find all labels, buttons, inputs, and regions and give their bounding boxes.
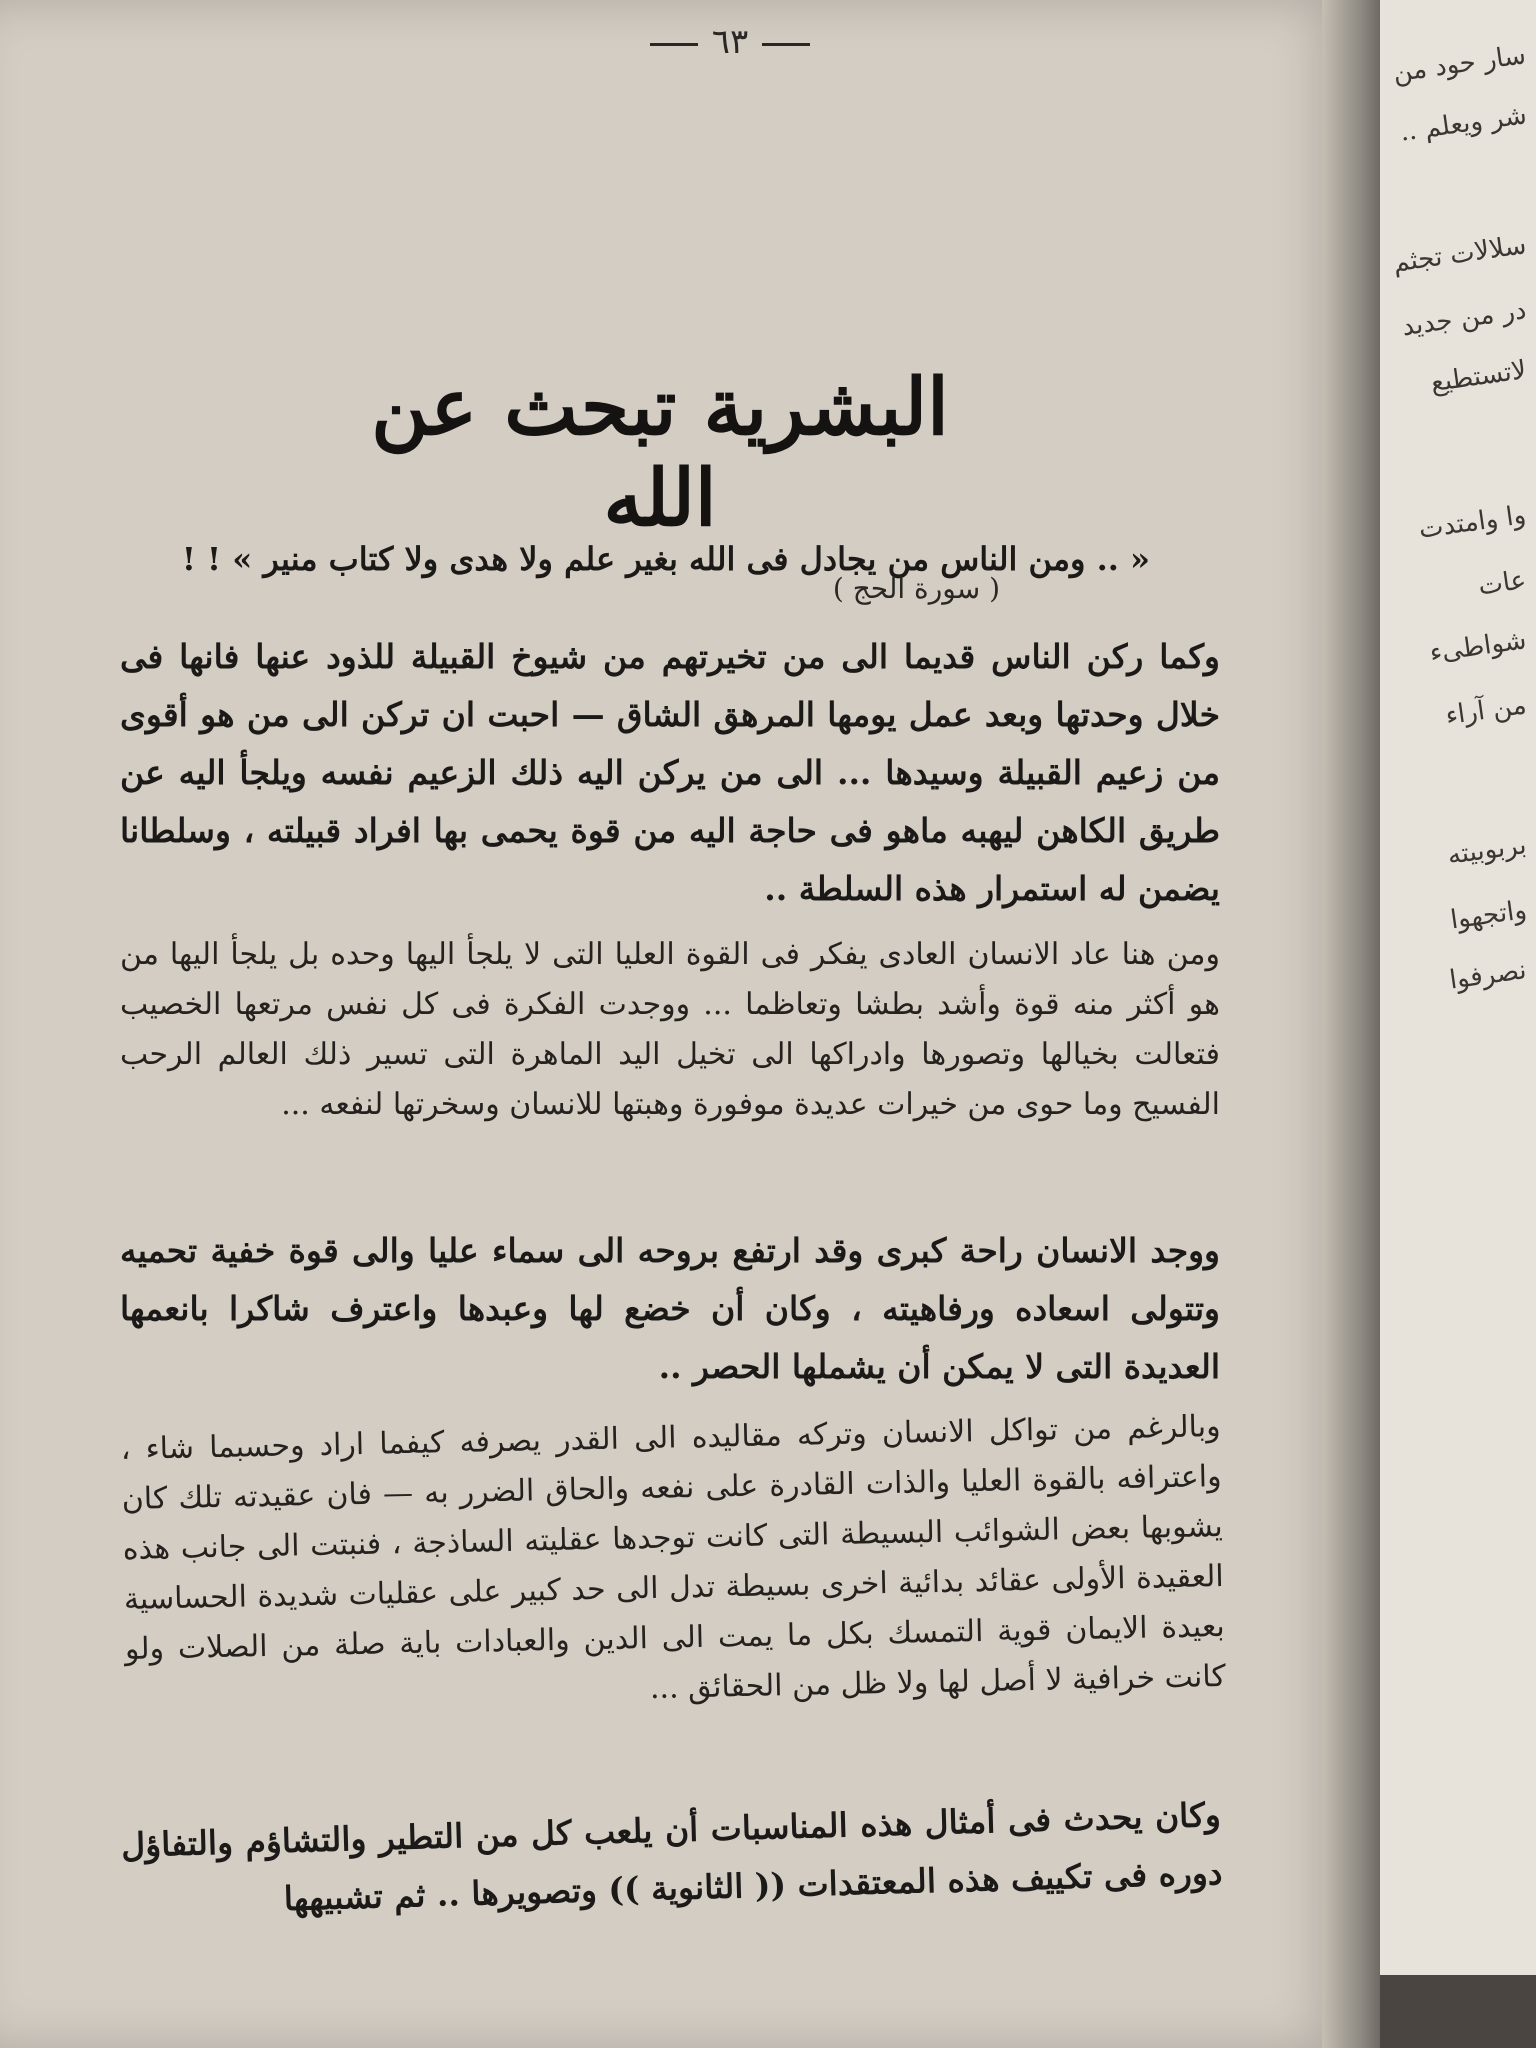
facing-page-fragment: شواطىء <box>1427 625 1529 669</box>
facing-page <box>1380 0 1536 1975</box>
facing-page-fragment: من آراء <box>1443 690 1529 732</box>
paragraph-3: ووجد الانسان راحة كبرى وقد ارتفع بروحه الى سماء عليا والى قوة خفية تحميه وتتولى اسعاده ورفاهيته ، وكان أن خضع لها وعبدها واعترف شاكرا بانعمها العديدة التى لا يمكن أن يشملها الحصر .. <box>120 1231 1220 1386</box>
paragraph-1: وكما ركن الناس قديما الى من تخيرتهم من شيوخ القبيلة للذود عنها فانها فى خلال وحدتها وبعد عمل يومها المرهق الشاق — احبت ان تركن الى من هو أقوى من زعيم القبيلة وسيدها ... الى من يركن اليه ذلك الزعيم نفسه ويلجأ اليه عن طريق الكاهن ليهبه ماهو فى حاجة اليه من قوة يحمى بها افراد قبيلته ، وسلطانا يضمن له استمرار هذه السلطة .. <box>120 637 1220 908</box>
page-number-dash <box>650 43 698 46</box>
facing-page-fragment: وا وامتدت <box>1417 500 1529 545</box>
facing-page-fragment: سار حود من <box>1391 40 1529 89</box>
facing-page-fragment: بربوبيته <box>1445 830 1529 871</box>
page-number-dash <box>762 43 810 46</box>
facing-page-fragment: در من جديد <box>1400 295 1529 343</box>
paragraph-5: وكان يحدث فى أمثال هذه المناسبات أن يلعب كل من التطير والتشاؤم والتفاؤل دوره فى تكييف هذه المعتقدات (( الثانوية )) وتصويرها .. ثم تشبيهها <box>120 1794 1223 1919</box>
facing-page-fragment: سلالات تجثم <box>1391 230 1529 279</box>
facing-page-fragment: نصرفوا <box>1447 955 1529 996</box>
facing-page-fragment: شر ويعلم .. <box>1397 100 1529 148</box>
paragraph-4: وبالرغم من تواكل الانسان وتركه مقاليده الى القدر يصرفه كيفما اراد وحسبما شاء ، واعترافه بالقوة العليا والذات القادرة على نفعه والحاق الضرر به — فان عقيدته تلك كان يشوبها بعض الشوائب البسيطة التى كانت توجدها عقليته الساذجة ، فنبتت الى جانب هذه العقيدة الأولى عقائد بدائية اخرى بسيطة تدل الى حد كبير على عقليات شديدة الحساسية بعيدة الايمان قوية التمسك بكل ما يمت الى الدين والعبادات باية صلة من الصلات ولو كانت خرافية لا أصل لها ولا ظل من الحقائق ... <box>120 1408 1227 1706</box>
epigraph-quote: « .. ومن الناس من يجادل فى الله بغير علم ولا هدى ولا كتاب منير » ! ! <box>181 540 1150 578</box>
facing-page-fragment: واتجهوا <box>1448 895 1529 936</box>
facing-page-fragment: لاتستطيع <box>1428 355 1529 399</box>
page-number <box>600 22 860 62</box>
table-surface <box>1380 1975 1536 2048</box>
page-content <box>120 0 1240 2048</box>
paragraph-2: ومن هنا عاد الانسان العادى يفكر فى القوة العليا التى لا يلجأ اليها وحده بل يلجأ اليها من هو أكثر منه قوة وأشد بطشا وتعاظما ... ووجدت الفكرة فى كل نفس مرتعها الخصيب فتعالت بخيالها وتصورها وادراكها الى تخيل اليد الماهرة التى تسير ذلك العالم الرحب الفسيح وما حوى من خيرات عديدة موفورة وهبتها للانسان وسخرتها لنفعه ... <box>120 937 1220 1122</box>
epigraph-source: ( سورة الحج ) <box>832 572 1000 605</box>
page-number-text: ٦٣ <box>711 22 749 62</box>
chapter-title: البشرية تبحث عن الله <box>371 362 949 544</box>
facing-page-fragment: عات <box>1476 565 1529 602</box>
